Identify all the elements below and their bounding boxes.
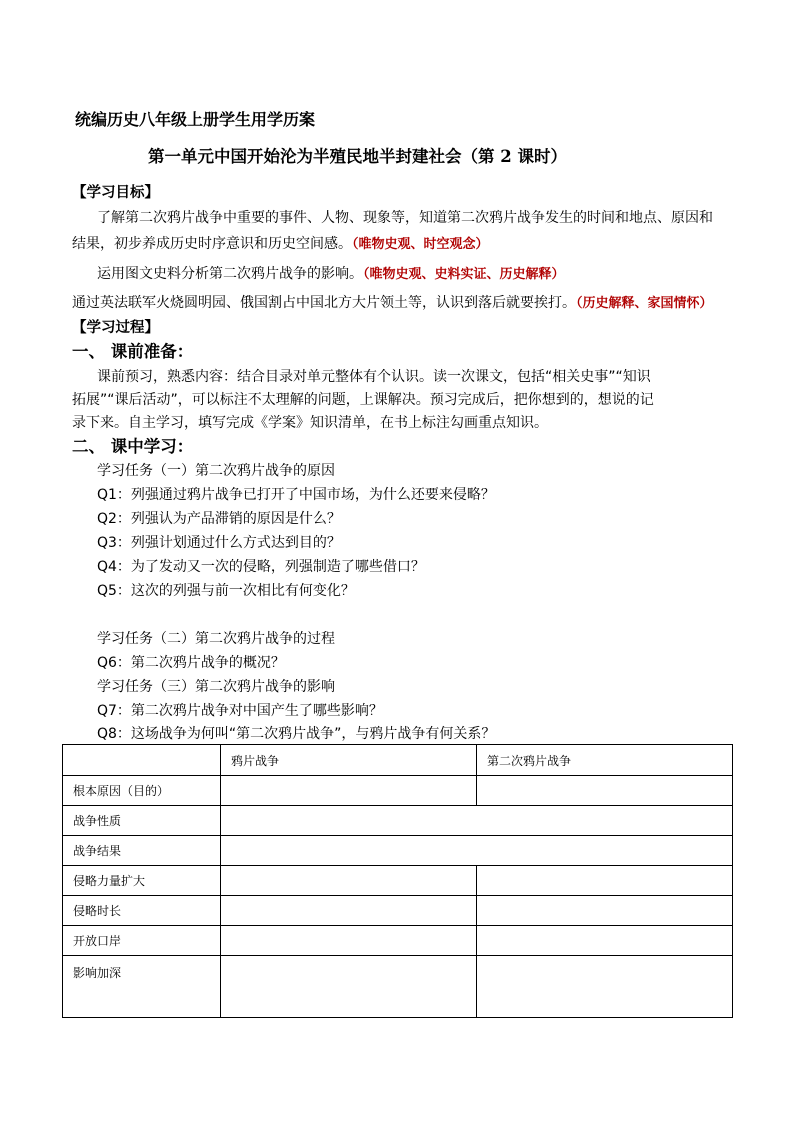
objective-1-tag: （唯物史观、时空观念）: [352, 237, 489, 252]
objective-1-line-a: 了解第二次鸦片战争中重要的事件、人物、现象等，知道第二次鸦片战争发生的时间和地点、原因和: [97, 210, 713, 226]
table-row: [63, 956, 733, 1018]
objective-3: [72, 294, 713, 313]
section-1-title: 一、 课前准备：: [72, 342, 194, 361]
question-1: Q1：列强通过鸦片战争已打开了中国市场，为什么还要来侵略？: [97, 487, 495, 503]
section-1-line-2: 拓展”“课后活动”，可以标注不太理解的问题，上课解决。预习完成后，把你想到的，想说的记: [72, 392, 654, 408]
document-title: 统编历史八年级上册学生用学历案: [75, 110, 316, 129]
task-1: 学习任务（一）第二次鸦片战争的原因: [97, 463, 335, 479]
answer-cell[interactable]: [477, 896, 733, 926]
section-2-title: 二、 课中学习：: [72, 437, 194, 456]
objective-3-text: 通过英法联军火烧圆明园、俄国割占中国北方大片领土等，认识到落后就要挨打。: [72, 295, 576, 311]
answer-cell[interactable]: [221, 926, 477, 956]
table-row: [63, 836, 733, 866]
objective-2: [97, 265, 565, 284]
section-1-line-3: 录下来。自主学习，填写完成《学案》知识清单，在书上标注勾画重点知识。: [72, 415, 548, 431]
answer-cell[interactable]: [221, 776, 477, 806]
unit-title: 第一单元中国开始沦为半殖民地半封建社会（第 2 课时）: [148, 147, 567, 166]
row-label: 战争结果: [63, 836, 221, 866]
task-3: 学习任务（三）第二次鸦片战争的影响: [97, 679, 335, 695]
question-7: Q7：第二次鸦片战争对中国产生了哪些影响？: [97, 703, 383, 719]
question-5: Q5：这次的列强与前一次相比有何变化？: [97, 583, 355, 599]
answer-cell[interactable]: [477, 776, 733, 806]
table-header-opium-war: 鸦片战争: [221, 745, 477, 776]
table-row: [63, 776, 733, 806]
table-header-second-opium-war: 第二次鸦片战争: [477, 745, 733, 776]
task-2: 学习任务（二）第二次鸦片战争的过程: [97, 631, 335, 647]
table-corner-cell: [63, 745, 221, 776]
question-6: Q6：第二次鸦片战争的概况？: [97, 655, 285, 671]
objective-1-line-b: [72, 235, 489, 254]
objective-2-tag: （唯物史观、史料实证、历史解释）: [363, 267, 565, 282]
process-heading: 【学习过程】: [72, 320, 159, 336]
objective-3-tag: （历史解释、家国情怀）: [576, 296, 713, 311]
answer-cell[interactable]: [477, 956, 733, 1018]
table-header-row: [63, 745, 733, 776]
row-label: 影响加深: [63, 956, 221, 1018]
answer-cell[interactable]: [477, 926, 733, 956]
table-row: [63, 896, 733, 926]
section-1-line-1: 课前预习，熟悉内容：结合目录对单元整体有个认识。读一次课文，包括“相关史事”“知识: [97, 369, 651, 385]
row-label: 根本原因（目的）: [63, 776, 221, 806]
objective-2-text: 运用图文史料分析第二次鸦片战争的影响。: [97, 266, 363, 282]
objective-1-text: 结果，初步养成历史时序意识和历史空间感。: [72, 236, 352, 252]
row-label: 侵略力量扩大: [63, 866, 221, 896]
row-label: 开放口岸: [63, 926, 221, 956]
answer-cell[interactable]: [221, 956, 477, 1018]
answer-cell-merged[interactable]: [221, 836, 733, 866]
answer-cell[interactable]: [477, 866, 733, 896]
table-row: [63, 926, 733, 956]
row-label: 战争性质: [63, 806, 221, 836]
answer-cell[interactable]: [221, 896, 477, 926]
objectives-heading: 【学习目标】: [72, 185, 159, 201]
question-2: Q2：列强认为产品滞销的原因是什么？: [97, 511, 341, 527]
question-3: Q3：列强计划通过什么方式达到目的？: [97, 535, 341, 551]
row-label: 侵略时长: [63, 896, 221, 926]
answer-cell[interactable]: [221, 866, 477, 896]
question-4: Q4：为了发动又一次的侵略，列强制造了哪些借口？: [97, 559, 425, 575]
table-row: [63, 866, 733, 896]
table-row: [63, 806, 733, 836]
question-8: Q8：这场战争为何叫“第二次鸦片战争”，与鸦片战争有何关系？: [97, 726, 496, 742]
answer-cell-merged[interactable]: [221, 806, 733, 836]
comparison-table: [62, 744, 733, 1018]
